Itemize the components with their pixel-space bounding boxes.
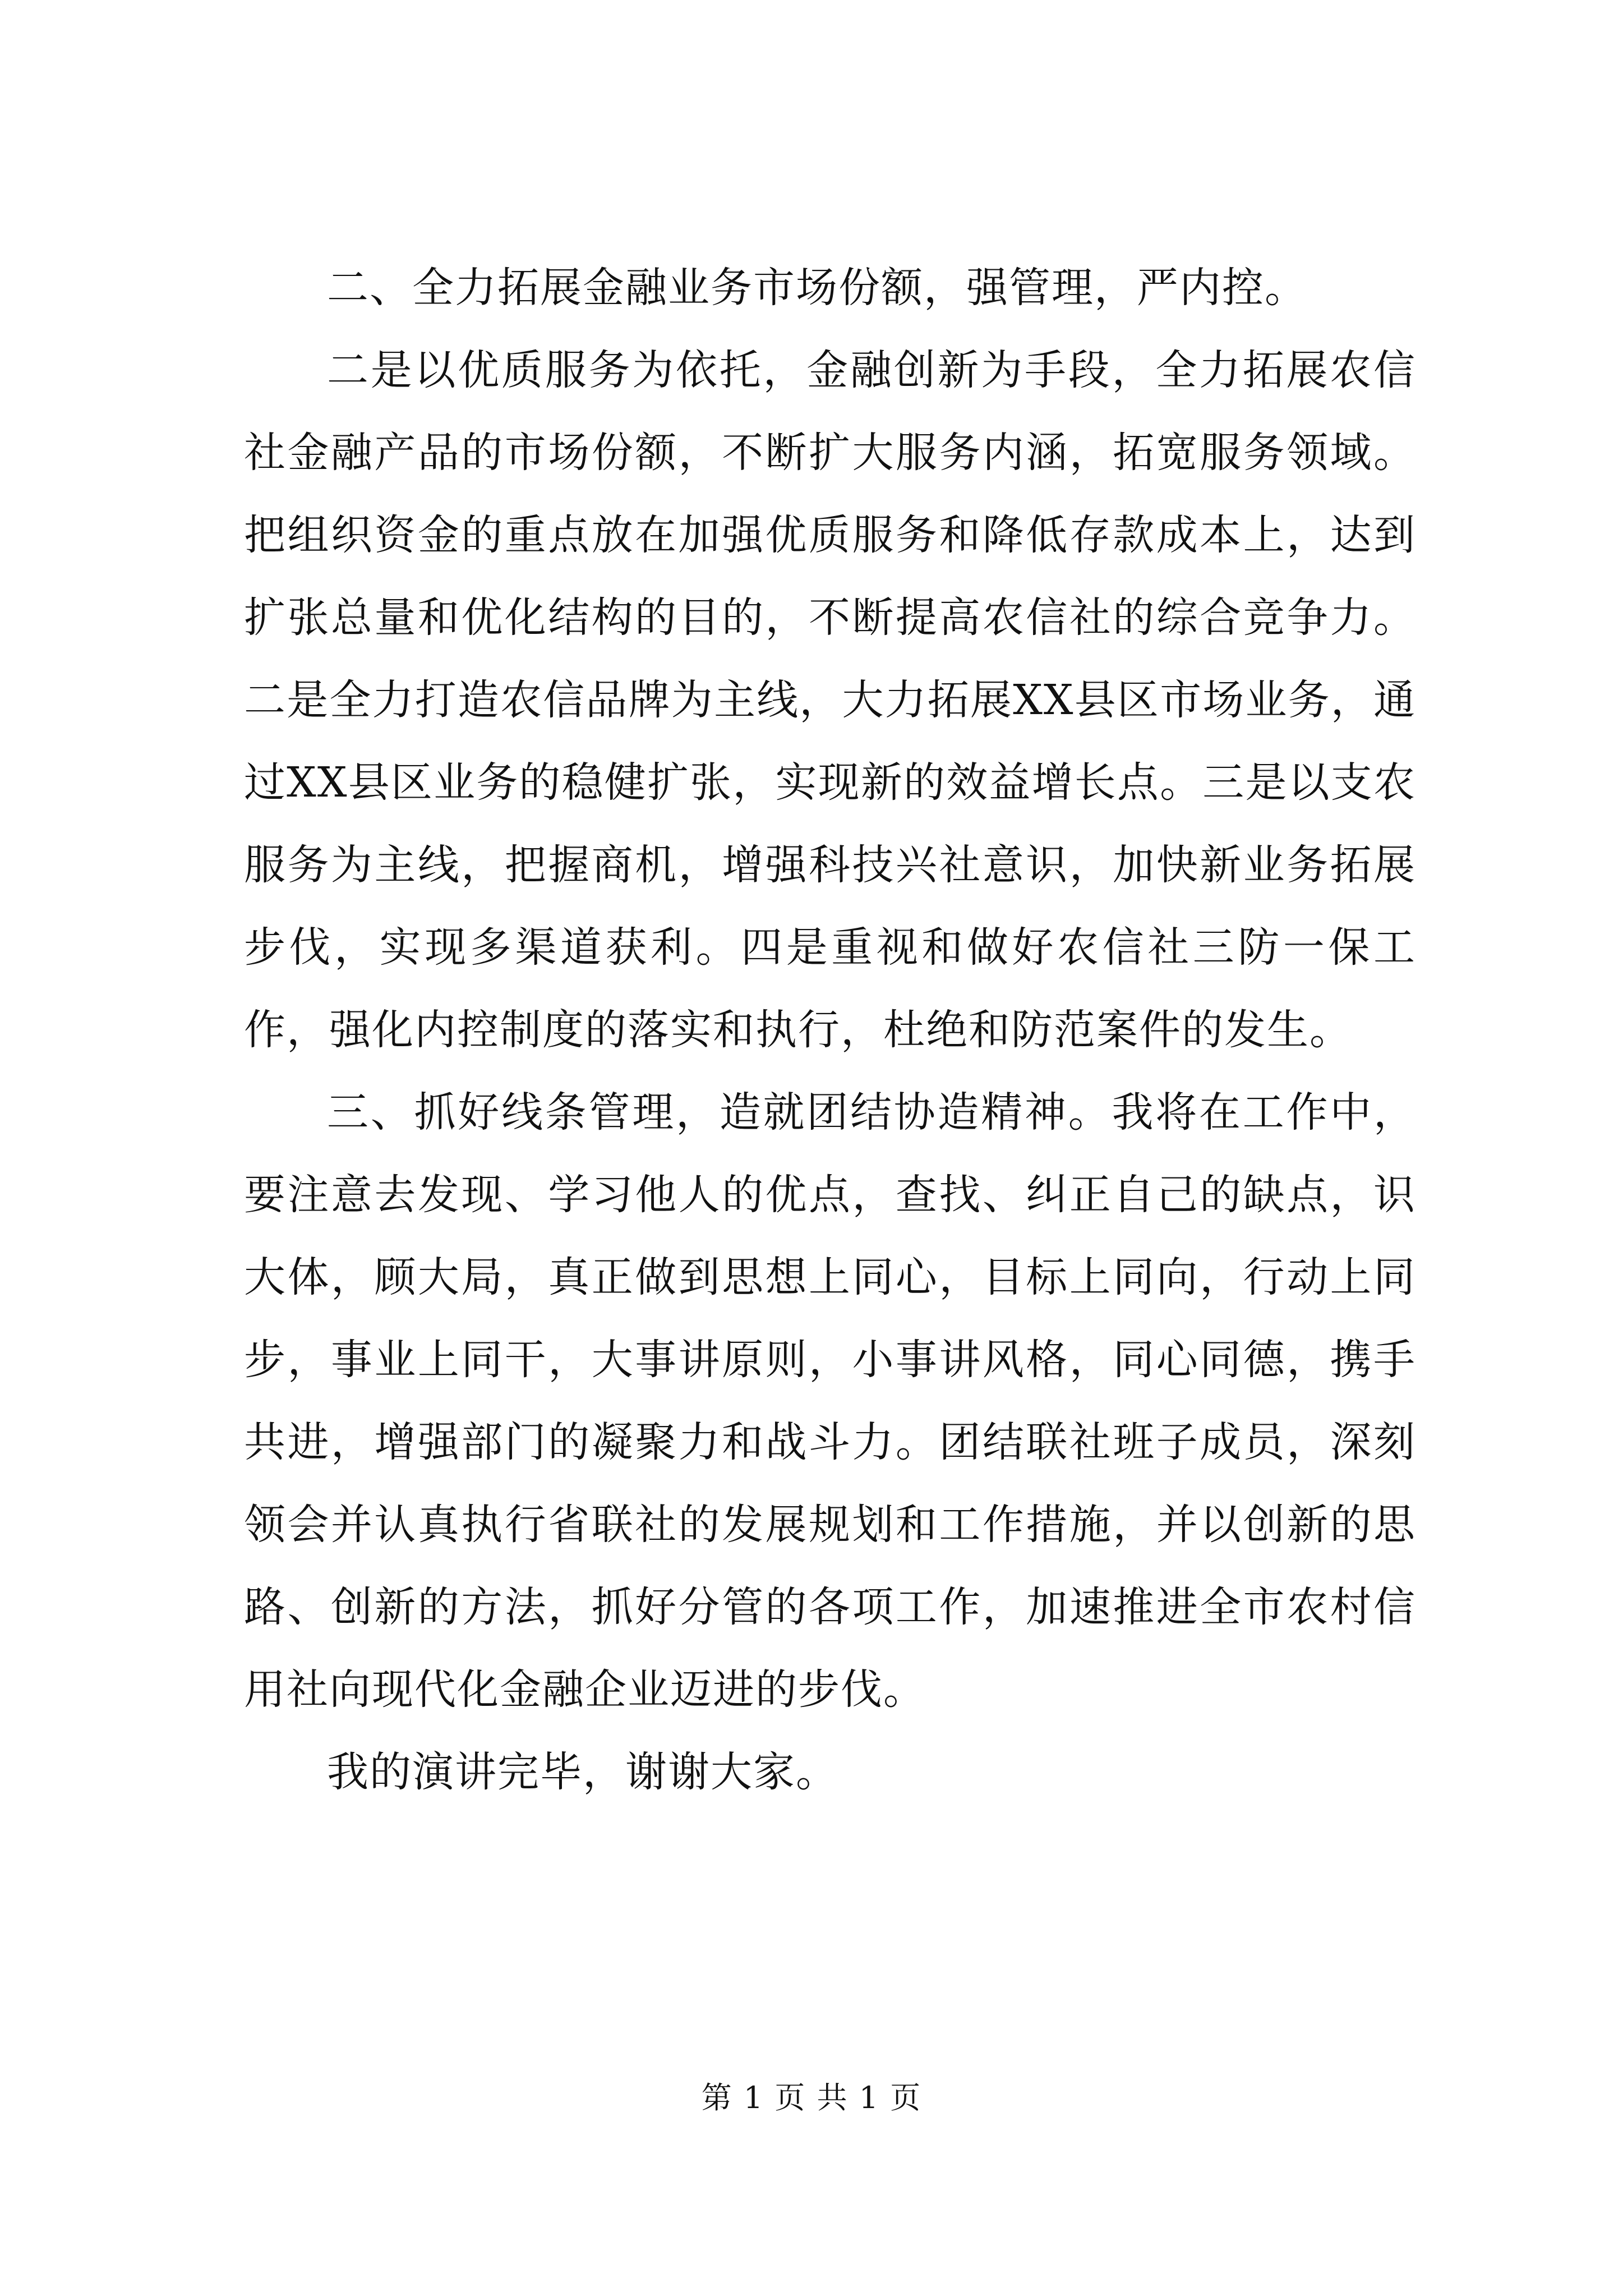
paragraph-section-two-heading: 二、全力拓展金融业务市场份额，强管理，严内控。 [327, 264, 1307, 312]
paragraph-section-three: 三、抓好线条管理，造就团结协造精神。我将在工作中，要注意去发现、学习他人的优点，查找、纠正自己的缺点，识大体，顾大局，真正做到思想上同心，目标上同向，行动上同步，事业上同干，大事讲原则，小事讲风格，同心同德，携手共进，增强部门的凝聚力和战斗力。团结联社班子成员，深刻领会并认真执行省联社的发展规划和工作措施，并以创新的思路、创新的方法，抓好分管的各项工作，加速推进全市农村信用社向现代化金融企业迈进的步伐。 [244, 1088, 1416, 1714]
paragraph-closing: 我的演讲完毕，谢谢大家。 [327, 1748, 838, 1796]
document-body [244, 247, 1416, 1814]
paragraph-section-two-body: 二是以优质服务为依托，金融创新为手段，全力拓展农信社金融产品的市场份额，不断扩大服务内涵，拓宽服务领域。把组织资金的重点放在加强优质服务和降低存款成本上，达到扩张总量和优化结构的目的，不断提高农信社的综合竞争力。二是全力打造农信品牌为主线，大力拓展XX县区市场业务，通过XX县区业务的稳健扩张，实现新的效益增长点。三是以支农服务为主线，把握商机，增强科技兴社意识，加快新业务拓展步伐，实现多渠道获利。四是重视和做好农信社三防一保工作，强化内控制度的落实和执行，杜绝和防范案件的发生。 [244, 346, 1416, 1054]
page-footer: 第 1 页 共 1 页 [701, 2080, 922, 2115]
